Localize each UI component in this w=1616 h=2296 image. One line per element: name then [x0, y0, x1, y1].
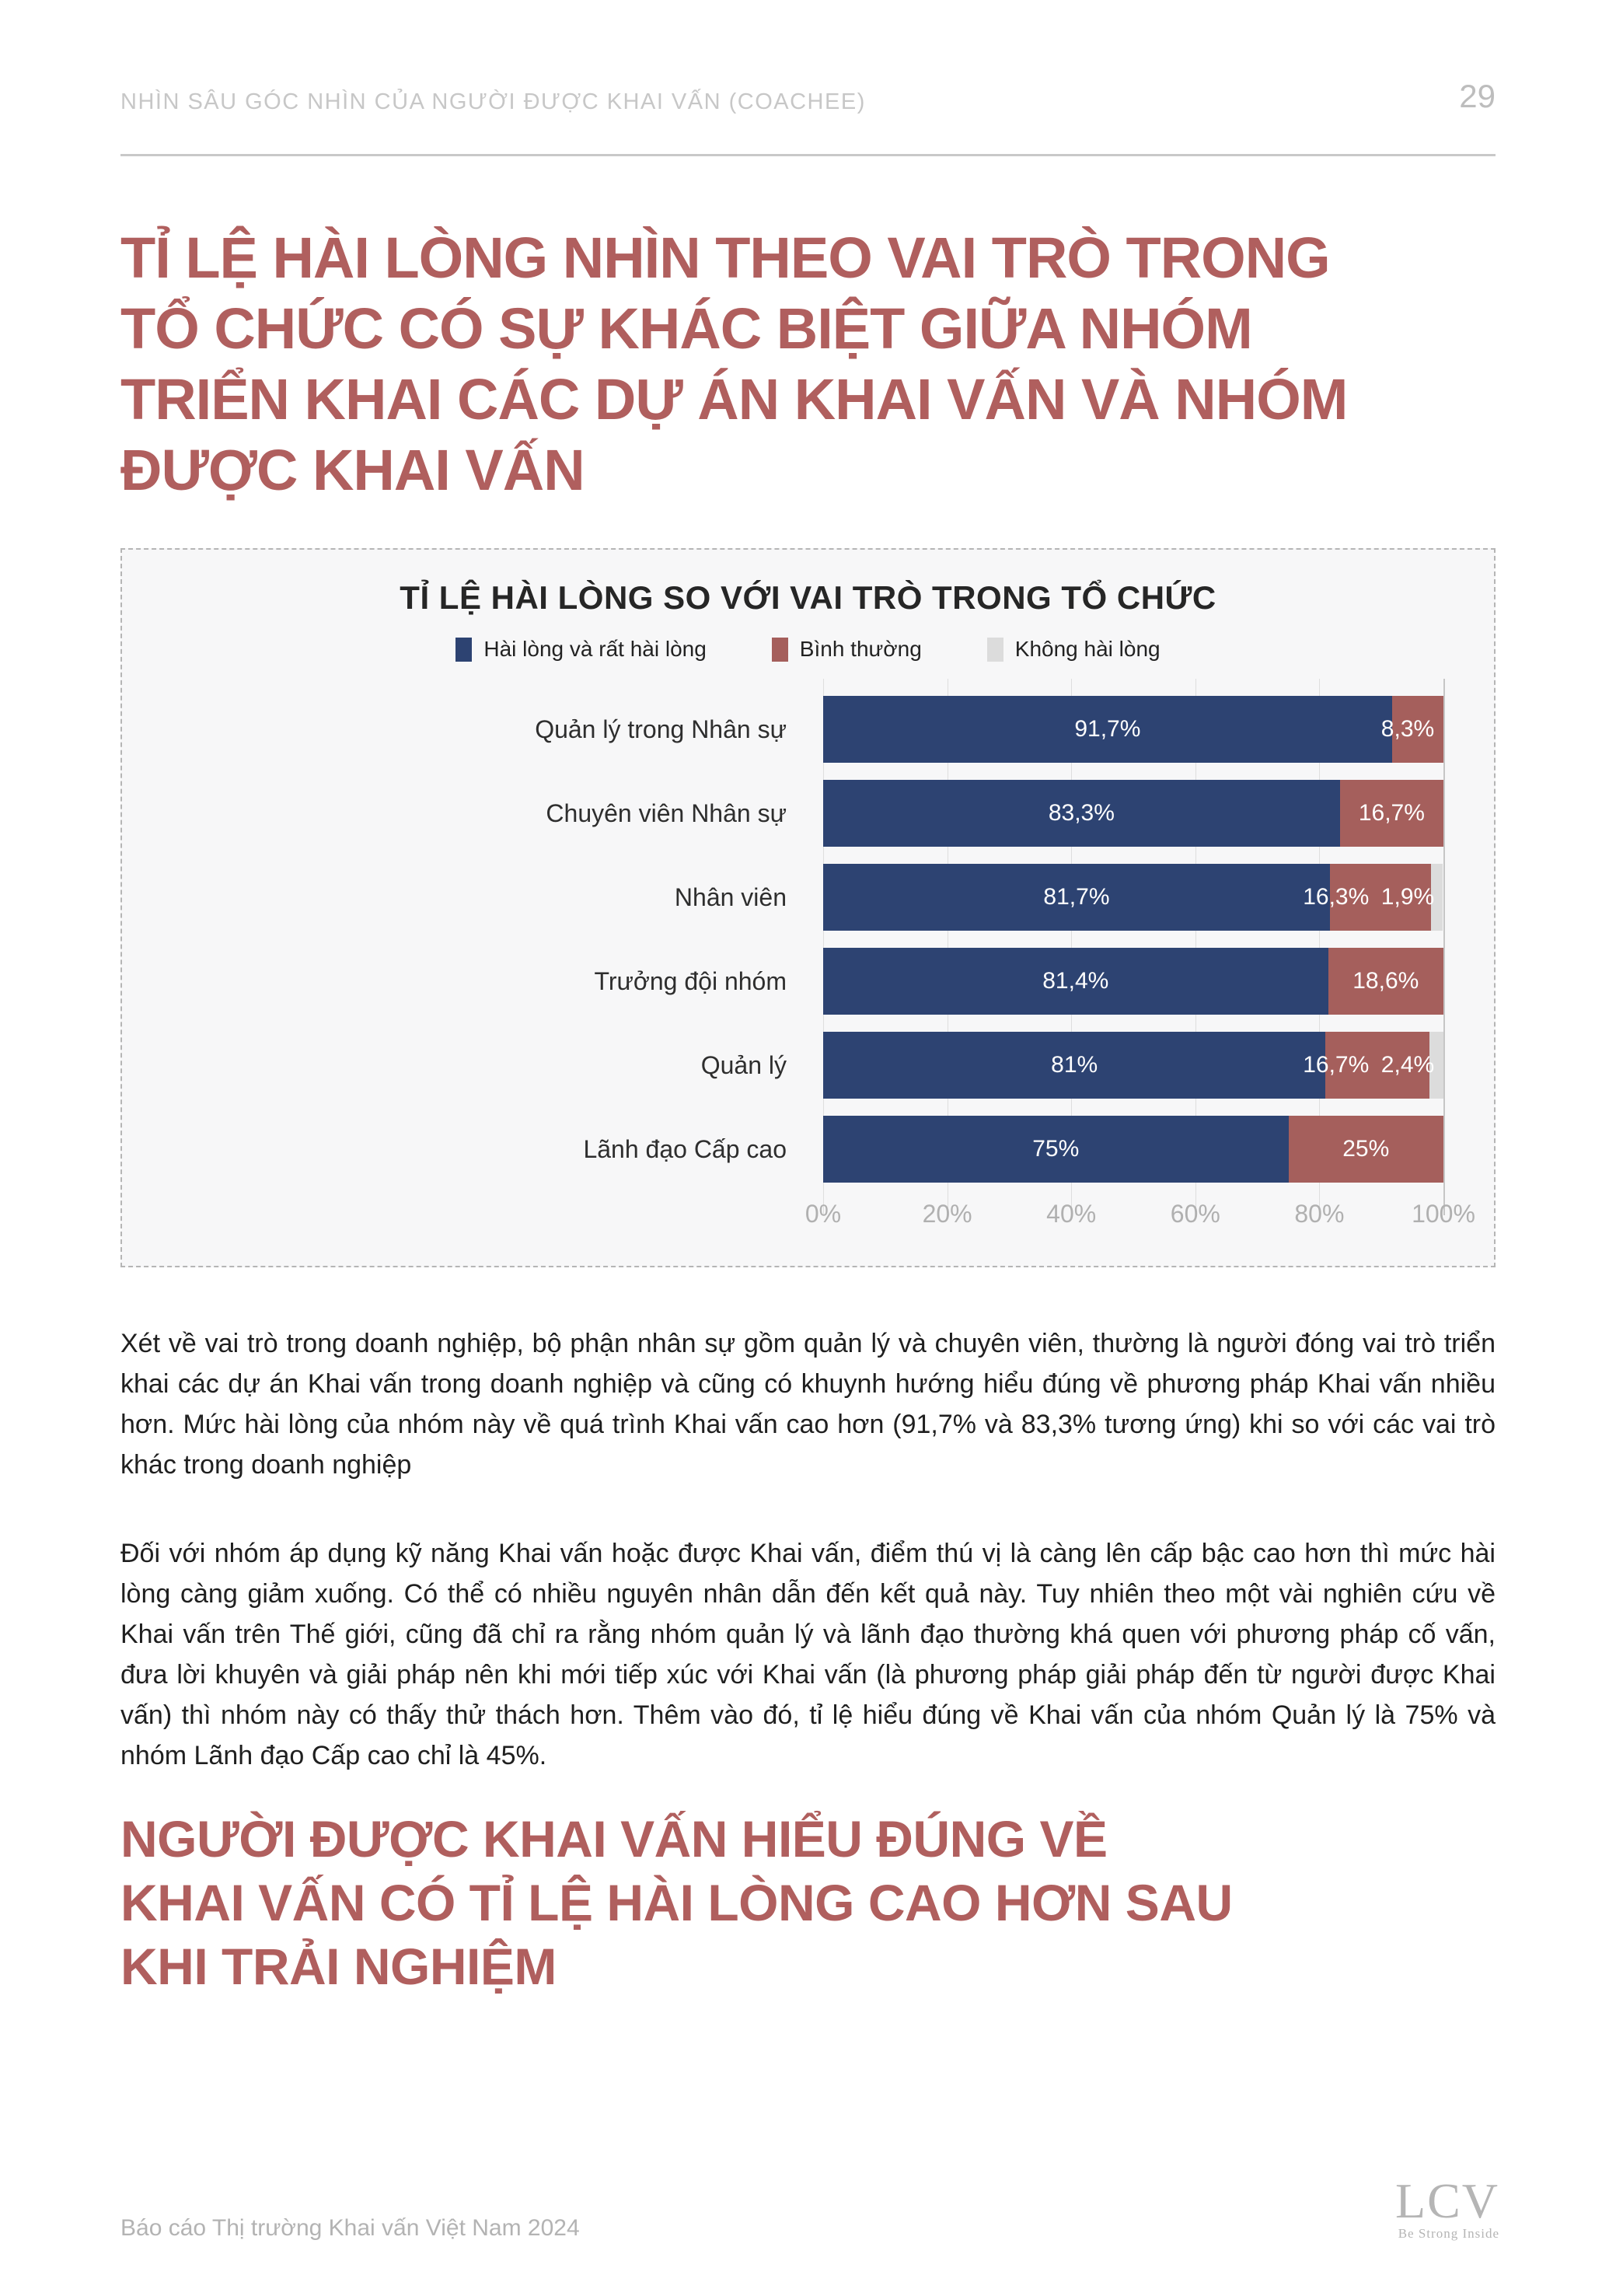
x-axis-tick: 100% — [1412, 1200, 1475, 1228]
x-axis-tick: 80% — [1294, 1200, 1345, 1228]
chart-x-axis — [805, 1200, 1475, 1235]
bar-value-label: 81,4% — [1042, 968, 1109, 994]
legend-item-unsatisfied — [987, 637, 1161, 662]
lcv-logo-tagline: Be Strong Inside — [1398, 2226, 1499, 2241]
bar-value-label: 2,4% — [1380, 1052, 1435, 1078]
chart-row — [122, 696, 1494, 763]
bar-value-label: 16,3% — [1303, 884, 1370, 910]
page-footer — [120, 2173, 1499, 2242]
footer-report-name: Báo cáo Thị trường Khai vấn Việt Nam 2024 — [120, 2215, 580, 2241]
chart-legend — [122, 637, 1494, 662]
legend-label: Không hài lòng — [1014, 637, 1161, 661]
bar-value-label: 18,6% — [1352, 968, 1419, 994]
chart-row-label: Quản lý — [700, 1050, 787, 1079]
x-axis-tick: 60% — [1170, 1200, 1220, 1228]
chart-row — [122, 948, 1494, 1015]
bar-value-label: 25% — [1342, 1136, 1390, 1162]
legend-swatch-unsatisfied — [987, 638, 1003, 662]
page-number: 29 — [1459, 78, 1496, 114]
chart-row-label: Trưởng đội nhóm — [594, 966, 787, 995]
bar-value-label: 83,3% — [1048, 800, 1115, 826]
chart-row-label: Chuyên viên Nhân sự — [546, 799, 787, 827]
chart-row-label: Nhân viên — [674, 882, 787, 911]
legend-item-satisfied — [455, 637, 706, 662]
section-title-line: NGƯỜI ĐƯỢC KHAI VẤN HIỂU ĐÚNG VỀ — [120, 1810, 1108, 1868]
body-paragraph-2: Đối với nhóm áp dụng kỹ năng Khai vấn hoặc được Khai vấn, điểm thú vị là càng lên cấp bậc cao hơn thì mức hài lòng càng giảm xuống. Có thể có nhiều nguyên nhân dẫn đến kết quả này. Tuy nhiên theo một vài nghiên cứu về Khai vấn trên Thế giới, cũng đã chỉ ra rằng nhóm quản lý và lãnh đạo thường khá quen với phương pháp cố vấn, đưa lời khuyên và giải pháp nên khi mới tiếp xúc với Khai vấn (là phương pháp giải pháp đến từ người được Khai vấn) thì nhóm này có thấy thử thách hơn. Thêm vào đó, tỉ lệ hiểu đúng về Khai vấn của nhóm Quản lý là 75% và nhóm Lãnh đạo Cấp cao chỉ là 45%. — [120, 1539, 1496, 1770]
chart-row-label: Lãnh đạo Cấp cao — [583, 1134, 787, 1163]
bar-value-label: 75% — [1032, 1136, 1080, 1162]
section-title — [120, 1807, 1496, 1998]
page-title-line: TỔ CHỨC CÓ SỰ KHÁC BIỆT GIỮA NHÓM — [120, 296, 1252, 361]
chart-row — [122, 1116, 1494, 1183]
chart-bar-area — [823, 780, 1443, 847]
chart-bar-area — [823, 864, 1443, 931]
header-title: NHÌN SÂU GÓC NHÌN CỦA NGƯỜI ĐƯỢC KHAI VẤN (COACHEE) — [120, 89, 866, 114]
chart-plot — [122, 696, 1494, 1235]
page-title-line: TRIỂN KHAI CÁC DỰ ÁN KHAI VẤN VÀ NHÓM — [120, 367, 1348, 432]
bar-value-label: 16,7% — [1358, 800, 1425, 826]
page-header — [120, 0, 1496, 115]
section-title-line: KHAI VẤN CÓ TỈ LỆ HÀI LÒNG CAO HƠN SAU — [120, 1874, 1233, 1931]
bar-value-label: 8,3% — [1380, 716, 1435, 742]
chart-row — [122, 864, 1494, 931]
bar-value-label: 16,7% — [1303, 1052, 1370, 1078]
chart-row — [122, 1032, 1494, 1099]
page-title — [120, 222, 1496, 505]
legend-label: Bình thường — [799, 637, 922, 661]
page-title-line: ĐƯỢC KHAI VẤN — [120, 438, 585, 502]
lcv-logo — [1395, 2173, 1499, 2242]
bar-value-label: 91,7% — [1074, 716, 1141, 742]
chart-title: TỈ LỆ HÀI LÒNG SO VỚI VAI TRÒ TRONG TỔ CHỨC — [400, 579, 1216, 616]
section-title-line: KHI TRẢI NGHIỆM — [120, 1938, 557, 1995]
legend-item-neutral — [772, 637, 922, 662]
chart-bar-area — [823, 948, 1443, 1015]
bar-value-label: 1,9% — [1380, 884, 1435, 910]
satisfaction-chart — [120, 548, 1496, 1267]
lcv-logo-mark: LCV — [1395, 2173, 1499, 2228]
chart-bar-area — [823, 1032, 1443, 1099]
chart-bar-area — [823, 1116, 1443, 1183]
x-axis-tick: 20% — [922, 1200, 972, 1228]
chart-bar-area — [823, 696, 1443, 763]
bar-value-label: 81,7% — [1043, 884, 1110, 910]
page-title-line: TỈ LỆ HÀI LÒNG NHÌN THEO VAI TRÒ TRONG — [120, 225, 1330, 290]
legend-swatch-neutral — [772, 638, 788, 662]
header-divider — [120, 154, 1496, 156]
bar-value-label: 81% — [1051, 1052, 1098, 1078]
chart-row-label: Quản lý trong Nhân sự — [535, 715, 787, 743]
x-axis-tick: 0% — [805, 1200, 842, 1228]
x-axis-tick: 40% — [1046, 1200, 1097, 1228]
body-paragraph-1: Xét về vai trò trong doanh nghiệp, bộ phận nhân sự gồm quản lý và chuyên viên, thường là người đóng vai trò triển khai các dự án Khai vấn trong doanh nghiệp và cũng có khuynh hướng hiểu đúng về phương pháp Khai vấn nhiều hơn. Mức hài lòng của nhóm này về quá trình Khai vấn cao hơn (91,7% và 83,3% tương ứng) khi so với các vai trò khác trong doanh nghiệp — [120, 1329, 1496, 1480]
legend-swatch-satisfied — [455, 638, 472, 662]
chart-row — [122, 780, 1494, 847]
legend-label: Hài lòng và rất hài lòng — [483, 637, 707, 661]
